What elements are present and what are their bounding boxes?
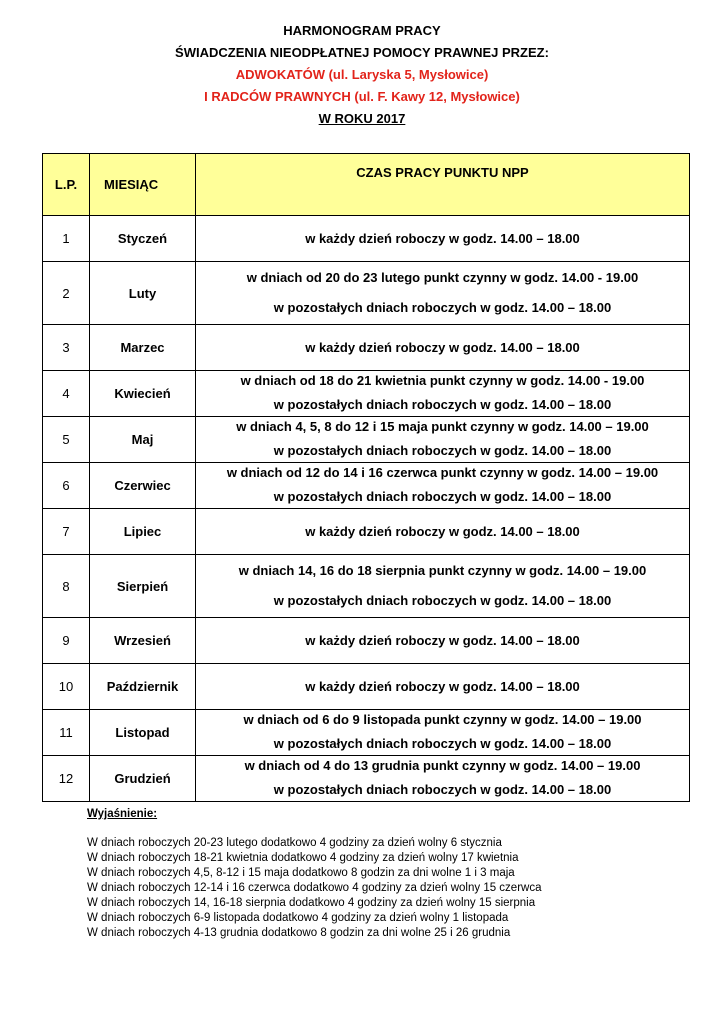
row-hours (196, 325, 690, 371)
header-lp: L.P. (43, 154, 90, 216)
title-line-legal-advisers: I RADCÓW PRAWNYCH (ul. F. Kawy 12, Mysłowice) (204, 89, 520, 104)
table-row (43, 216, 690, 262)
row-number: 1 (43, 216, 90, 262)
row-month: Luty (90, 262, 196, 325)
title-year: W ROKU 2017 (318, 111, 406, 126)
note-item: W dniach roboczych 14, 16-18 sierpnia dodatkowo 4 godziny za dzień wolny 15 sierpnia (87, 897, 536, 909)
hours-line: w dniach od 6 do 9 listopada punkt czynny w godz. 14.00 – 19.00 (243, 712, 642, 727)
header-hours-label: CZAS PRACY PUNKTU NPP (356, 165, 529, 180)
hours-line: w dniach 4, 5, 8 do 12 i 15 maja punkt czynny w godz. 14.00 – 19.00 (236, 419, 649, 434)
row-month: Styczeń (90, 216, 196, 262)
row-number: 2 (43, 262, 90, 325)
table-header-row (43, 154, 690, 216)
title-line-1: HARMONOGRAM PRACY (283, 23, 441, 38)
note-item: W dniach roboczych 12-14 i 16 czerwca dodatkowo 4 godziny za dzień wolny 15 czerwca (87, 882, 542, 894)
row-month: Lipiec (90, 509, 196, 555)
row-hours (196, 664, 690, 710)
table-row (43, 262, 690, 325)
table-row (43, 371, 690, 417)
row-number: 7 (43, 509, 90, 555)
row-hours (196, 463, 690, 509)
row-number: 9 (43, 618, 90, 664)
row-month: Maj (90, 417, 196, 463)
row-month: Listopad (90, 710, 196, 756)
hours-line: w pozostałych dniach roboczych w godz. 14.00 – 18.00 (273, 593, 612, 608)
note-item: W dniach roboczych 6-9 listopada dodatkowo 4 godziny za dzień wolny 1 listopada (87, 912, 509, 924)
table-row (43, 756, 690, 802)
hours-line: w pozostałych dniach roboczych w godz. 14.00 – 18.00 (273, 443, 612, 458)
hours-line: w pozostałych dniach roboczych w godz. 14.00 – 18.00 (273, 300, 612, 315)
hours-line: w każdy dzień roboczy w godz. 14.00 – 18.00 (305, 678, 580, 694)
title-line-advocates: ADWOKATÓW (ul. Laryska 5, Mysłowice) (235, 67, 489, 82)
hours-line: w każdy dzień roboczy w godz. 14.00 – 18.00 (305, 230, 580, 246)
row-hours (196, 509, 690, 555)
row-hours (196, 710, 690, 756)
row-number: 4 (43, 371, 90, 417)
table-row (43, 325, 690, 371)
row-month: Październik (90, 664, 196, 710)
row-month: Wrzesień (90, 618, 196, 664)
row-number: 3 (43, 325, 90, 371)
table-row (43, 509, 690, 555)
table-row (43, 555, 690, 618)
header-hours (196, 154, 690, 216)
row-hours (196, 262, 690, 325)
row-number: 10 (43, 664, 90, 710)
hours-line: w pozostałych dniach roboczych w godz. 14.00 – 18.00 (273, 736, 612, 751)
row-month: Sierpień (90, 555, 196, 618)
row-hours (196, 216, 690, 262)
hours-line: w pozostałych dniach roboczych w godz. 14.00 – 18.00 (273, 782, 612, 797)
note-item: W dniach roboczych 4,5, 8-12 i 15 maja dodatkowo 8 godzin za dni wolne 1 i 3 maja (87, 867, 515, 879)
hours-line: w dniach od 12 do 14 i 16 czerwca punkt czynny w godz. 14.00 – 19.00 (226, 465, 659, 480)
row-number: 5 (43, 417, 90, 463)
note-item: W dniach roboczych 18-21 kwietnia dodatkowo 4 godziny za dzień wolny 17 kwietnia (87, 852, 519, 864)
row-month: Grudzień (90, 756, 196, 802)
hours-line: w każdy dzień roboczy w godz. 14.00 – 18.00 (305, 632, 580, 648)
row-hours (196, 417, 690, 463)
hours-line: w dniach od 20 do 23 lutego punkt czynny w godz. 14.00 - 19.00 (246, 270, 639, 285)
header-month: MIESIĄC (90, 154, 196, 216)
table-row (43, 710, 690, 756)
table-row (43, 618, 690, 664)
document-header (0, 20, 724, 130)
hours-line: w dniach 14, 16 do 18 sierpnia punkt czynny w godz. 14.00 – 19.00 (238, 563, 647, 578)
row-hours (196, 618, 690, 664)
row-month: Kwiecień (90, 371, 196, 417)
table-row (43, 463, 690, 509)
row-month: Czerwiec (90, 463, 196, 509)
notes-title: Wyjaśnienie: (87, 808, 158, 820)
title-line-2: ŚWIADCZENIA NIEODPŁATNEJ POMOCY PRAWNEJ PRZEZ: (175, 45, 549, 60)
row-month: Marzec (90, 325, 196, 371)
row-hours (196, 371, 690, 417)
hours-line: w dniach od 18 do 21 kwietnia punkt czynny w godz. 14.00 - 19.00 (240, 373, 645, 388)
notes-section (87, 808, 542, 941)
row-number: 8 (43, 555, 90, 618)
notes-list (87, 836, 542, 941)
table-row (43, 664, 690, 710)
row-number: 11 (43, 710, 90, 756)
hours-line: w każdy dzień roboczy w godz. 14.00 – 18.00 (305, 523, 580, 539)
hours-line: w pozostałych dniach roboczych w godz. 14.00 – 18.00 (273, 397, 612, 412)
schedule-table (42, 153, 690, 802)
hours-line: w pozostałych dniach roboczych w godz. 14.00 – 18.00 (273, 489, 612, 504)
row-number: 12 (43, 756, 90, 802)
table-row (43, 417, 690, 463)
row-hours (196, 756, 690, 802)
row-number: 6 (43, 463, 90, 509)
note-item: W dniach roboczych 4-13 grudnia dodatkowo 8 godzin za dni wolne 25 i 26 grudnia (87, 927, 511, 939)
row-hours (196, 555, 690, 618)
hours-line: w każdy dzień roboczy w godz. 14.00 – 18.00 (305, 339, 580, 355)
note-item: W dniach roboczych 20-23 lutego dodatkowo 4 godziny za dzień wolny 6 stycznia (87, 837, 502, 849)
hours-line: w dniach od 4 do 13 grudnia punkt czynny w godz. 14.00 – 19.00 (244, 758, 641, 773)
